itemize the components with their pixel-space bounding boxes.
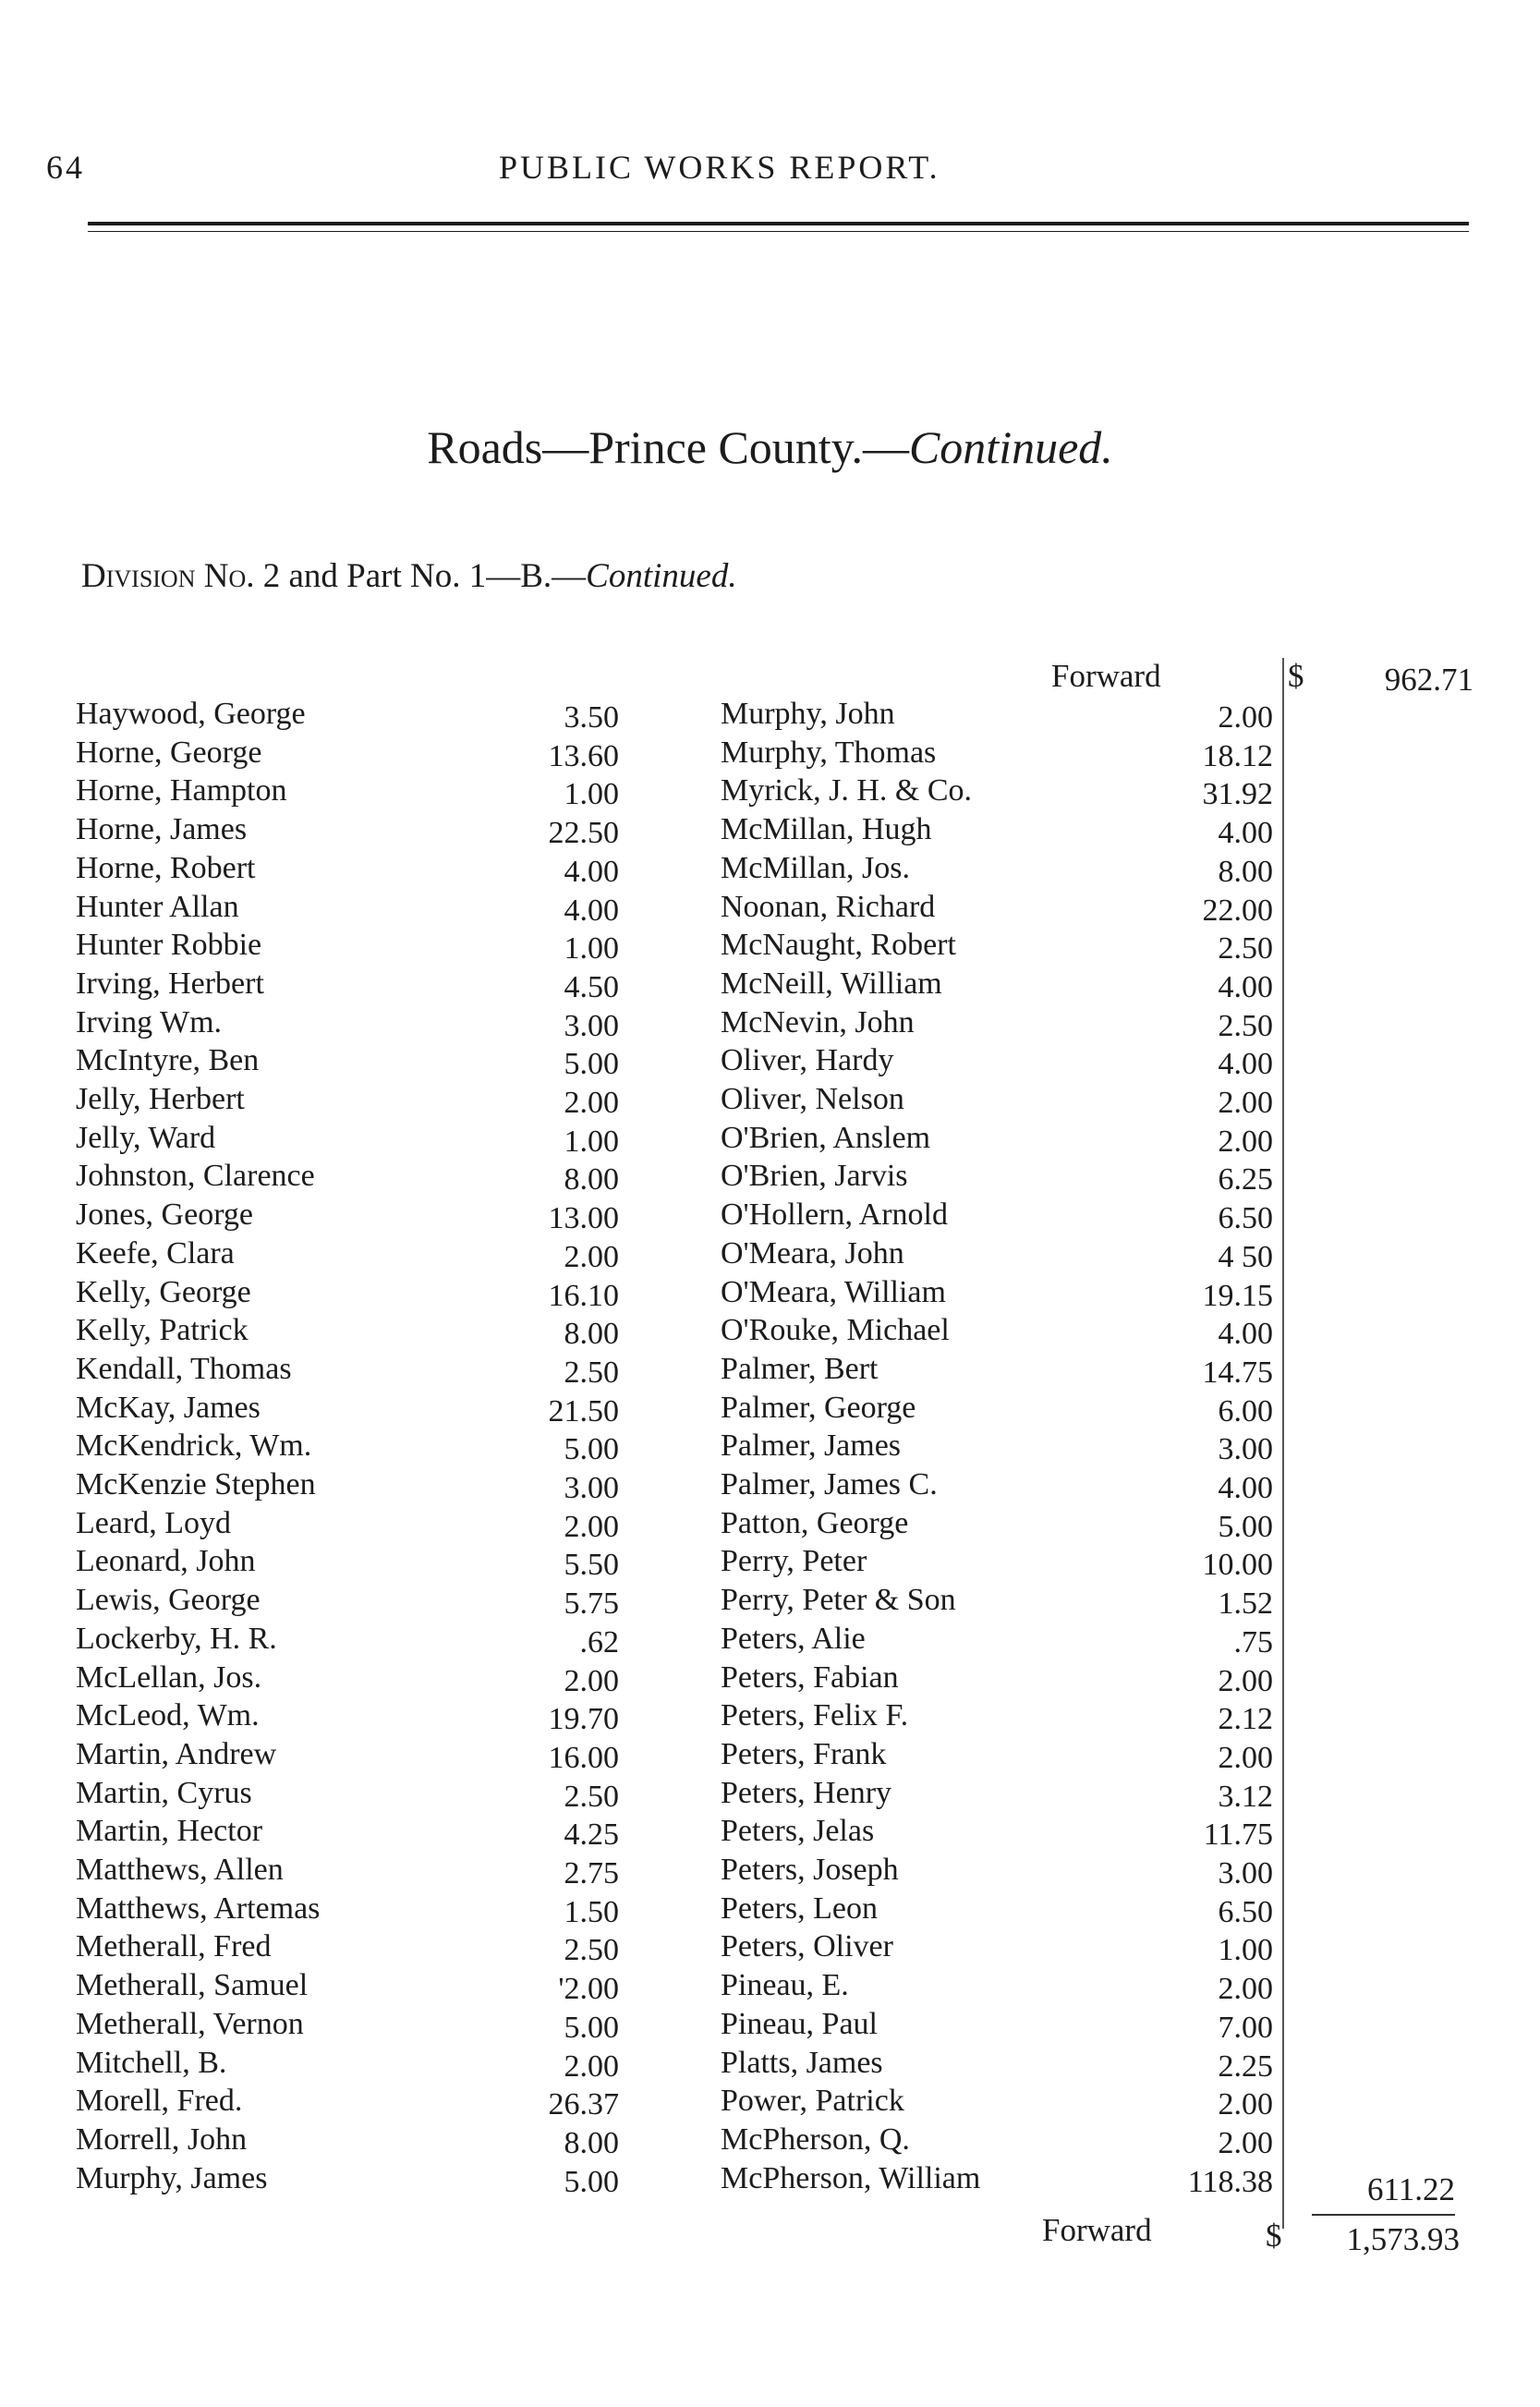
- entry-amount: 18.12: [1202, 739, 1273, 773]
- entry-amount: 118.38: [1187, 2165, 1273, 2199]
- entry-name: McKenzie Stephen: [76, 1467, 316, 1501]
- entry-name: Noonan, Richard: [721, 890, 936, 924]
- forward-top-label: Forward: [1051, 658, 1161, 694]
- entry-amount: 4.00: [564, 894, 619, 928]
- entry-name: Peters, Jelas: [721, 1814, 875, 1848]
- entry-name: Lewis, George: [76, 1583, 261, 1617]
- entry-name: Peters, Alie: [721, 1622, 866, 1656]
- entry-name: Horne, James: [76, 812, 248, 846]
- entry-amount: 5.00: [564, 1047, 619, 1081]
- division-continued: Continued.: [586, 557, 737, 595]
- entry-amount: 5.50: [564, 1548, 619, 1582]
- entry-amount: 19.15: [1202, 1279, 1273, 1313]
- entry-amount: 2.50: [564, 1780, 619, 1814]
- entry-name: Mitchell, B.: [76, 2046, 227, 2080]
- entry-amount: 11.75: [1203, 1817, 1273, 1852]
- entry-name: Horne, George: [76, 735, 262, 770]
- entry-name: Matthews, Allen: [76, 1853, 284, 1887]
- entry-amount: 7.00: [1218, 2011, 1273, 2045]
- entry-amount: 10.00: [1202, 1548, 1273, 1582]
- section-title-main: Roads—Prince County.—: [427, 421, 909, 473]
- entry-name: McKendrick, Wm.: [76, 1428, 312, 1463]
- entry-amount: 2.12: [1218, 1702, 1273, 1736]
- entry-amount: 4.00: [1218, 1471, 1273, 1505]
- entry-name: Irving, Herbert: [76, 966, 264, 1001]
- entry-name: Myrick, J. H. & Co.: [721, 773, 972, 808]
- entry-amount: 1.00: [564, 777, 619, 811]
- entry-name: Irving Wm.: [76, 1005, 223, 1039]
- entry-name: Jones, George: [76, 1197, 253, 1232]
- entry-name: Leard, Loyd: [76, 1506, 232, 1540]
- entry-amount: 4.00: [1218, 1317, 1273, 1351]
- entry-amount: 2.00: [1218, 2126, 1273, 2160]
- page-subtotal: 611.22: [1367, 2171, 1455, 2207]
- forward-bottom-amount: 1,573.93: [1346, 2221, 1460, 2257]
- entry-name: Pineau, Paul: [721, 2007, 878, 2041]
- entry-amount: .75: [1233, 1625, 1273, 1659]
- entry-amount: 2.00: [1218, 1972, 1273, 2006]
- forward-bottom-currency: $: [1266, 2218, 1282, 2254]
- entry-amount: 2.25: [1218, 2049, 1273, 2084]
- entry-amount: 3.00: [1218, 1432, 1273, 1466]
- entry-amount: 2.50: [1218, 931, 1273, 966]
- entry-amount: 14.75: [1202, 1355, 1273, 1390]
- entry-amount: 16.00: [548, 1741, 619, 1775]
- section-title: [0, 420, 1540, 474]
- entry-amount: 2.00: [564, 1240, 619, 1274]
- entry-name: Peters, Leon: [721, 1891, 878, 1926]
- entry-name: Morrell, John: [76, 2122, 248, 2157]
- entry-amount: '2.00: [558, 1972, 619, 2006]
- entry-name: McNeill, William: [721, 966, 942, 1001]
- entry-name: Hunter Allan: [76, 890, 239, 924]
- entry-name: Peters, Joseph: [721, 1853, 899, 1887]
- entry-name: O'Brien, Anslem: [721, 1121, 931, 1155]
- entry-amount: 3.12: [1218, 1780, 1273, 1814]
- entry-amount: 2.75: [564, 1856, 619, 1890]
- entry-name: McMillan, Hugh: [721, 812, 932, 846]
- entry-name: Palmer, Bert: [721, 1352, 879, 1386]
- entry-name: Oliver, Nelson: [721, 1082, 904, 1116]
- entry-name: Palmer, George: [721, 1391, 916, 1425]
- entry-amount: 2.00: [564, 1664, 619, 1698]
- entry-amount: 1.52: [1218, 1586, 1273, 1621]
- entry-amount: 5.00: [564, 1432, 619, 1466]
- page-number: 64: [46, 149, 85, 186]
- entry-amount: 6.00: [1218, 1394, 1273, 1428]
- entry-name: Kendall, Thomas: [76, 1352, 292, 1386]
- entry-name: Horne, Hampton: [76, 773, 287, 808]
- entry-amount: 3.50: [564, 700, 619, 735]
- entry-amount: 4.25: [564, 1817, 619, 1852]
- entry-amount: 8.00: [564, 1162, 619, 1197]
- entry-amount: 22.50: [548, 816, 619, 850]
- entry-amount: 3.00: [564, 1471, 619, 1505]
- running-title: PUBLIC WORKS REPORT.: [499, 149, 940, 186]
- entry-amount: 13.00: [548, 1201, 619, 1235]
- subtotal-rule: [1312, 2214, 1455, 2216]
- forward-top-currency: $: [1288, 658, 1304, 694]
- entry-name: Hunter Robbie: [76, 928, 262, 962]
- entry-amount: 2.00: [1218, 1741, 1273, 1775]
- entry-name: Peters, Frank: [721, 1737, 887, 1771]
- entry-amount: 2.50: [564, 1355, 619, 1390]
- entry-name: Kelly, George: [76, 1275, 251, 1309]
- entry-amount: 19.70: [548, 1702, 619, 1736]
- entry-amount: 2.00: [1218, 1124, 1273, 1159]
- entry-amount: 2.00: [564, 1086, 619, 1120]
- entry-name: Peters, Oliver: [721, 1929, 893, 1963]
- entry-amount: 8.00: [564, 2126, 619, 2160]
- division-subheading: [81, 556, 737, 596]
- entry-name: Jelly, Herbert: [76, 1082, 245, 1116]
- entry-name: Murphy, Thomas: [721, 735, 937, 770]
- entry-amount: 2.00: [564, 1510, 619, 1544]
- entry-name: Patton, George: [721, 1506, 909, 1540]
- entry-amount: 26.37: [548, 2087, 619, 2121]
- entry-name: Leonard, John: [76, 1544, 256, 1578]
- entry-name: Pineau, E.: [721, 1968, 849, 2002]
- entry-name: Metherall, Fred: [76, 1929, 272, 1963]
- forward-bottom-label: Forward: [1042, 2212, 1152, 2248]
- entry-amount: 2.50: [564, 1933, 619, 1967]
- entry-name: Palmer, James C.: [721, 1467, 938, 1501]
- entry-name: Keefe, Clara: [76, 1236, 235, 1270]
- entry-amount: 4.00: [1218, 970, 1273, 1004]
- entry-name: McIntyre, Ben: [76, 1043, 260, 1077]
- entry-name: Kelly, Patrick: [76, 1313, 249, 1347]
- entry-name: Murphy, James: [76, 2161, 268, 2195]
- entry-amount: 6.50: [1218, 1201, 1273, 1235]
- entry-name: O'Rouke, Michael: [721, 1313, 950, 1347]
- entry-name: Haywood, George: [76, 697, 306, 731]
- entry-amount: 13.60: [548, 739, 619, 773]
- entry-name: McMillan, Jos.: [721, 851, 910, 885]
- entry-amount: 2.00: [1218, 1086, 1273, 1120]
- entry-amount: 2.00: [1218, 2087, 1273, 2121]
- entry-amount: 2.00: [1218, 1664, 1273, 1698]
- entry-name: O'Brien, Jarvis: [721, 1159, 908, 1193]
- entry-name: Peters, Henry: [721, 1776, 892, 1810]
- entry-name: Lockerby, H. R.: [76, 1622, 277, 1656]
- entry-name: O'Meara, John: [721, 1236, 904, 1270]
- entry-name: Palmer, James: [721, 1428, 902, 1463]
- entry-amount: 16.10: [548, 1279, 619, 1313]
- entry-name: Peters, Fabian: [721, 1660, 899, 1695]
- entry-name: Martin, Hector: [76, 1814, 263, 1848]
- entry-name: Peters, Felix F.: [721, 1698, 909, 1732]
- entry-amount: 22.00: [1202, 894, 1273, 928]
- entry-name: McPherson, William: [721, 2161, 981, 2195]
- entry-name: McNaught, Robert: [721, 928, 956, 962]
- entry-name: Morell, Fred.: [76, 2084, 243, 2118]
- entry-amount: 1.00: [564, 931, 619, 966]
- entry-name: Oliver, Hardy: [721, 1043, 894, 1077]
- entry-name: Platts, James: [721, 2046, 883, 2080]
- entry-amount: 5.75: [564, 1586, 619, 1621]
- entry-amount: 2.00: [564, 2049, 619, 2084]
- division-label: Division No.: [81, 557, 255, 595]
- entry-name: Murphy, John: [721, 697, 895, 731]
- entry-name: McLeod, Wm.: [76, 1698, 260, 1732]
- section-title-continued: Continued.: [908, 421, 1113, 473]
- entry-amount: .62: [579, 1625, 619, 1659]
- entry-amount: 3.00: [564, 1009, 619, 1043]
- entry-amount: 8.00: [1218, 855, 1273, 889]
- entry-name: Metherall, Samuel: [76, 1968, 309, 2002]
- entry-amount: 5.00: [1218, 1510, 1273, 1544]
- entry-name: Horne, Robert: [76, 851, 256, 885]
- entry-amount: 4.00: [1218, 816, 1273, 850]
- entry-amount: 6.25: [1218, 1162, 1273, 1197]
- entry-name: Martin, Cyrus: [76, 1776, 252, 1810]
- entry-name: Metherall, Vernon: [76, 2007, 304, 2041]
- entry-amount: 21.50: [548, 1394, 619, 1428]
- entry-name: McLellan, Jos.: [76, 1660, 262, 1695]
- division-detail: 2 and Part No. 1—B.—: [254, 557, 587, 595]
- entry-name: Jelly, Ward: [76, 1121, 216, 1155]
- entry-name: McPherson, Q.: [721, 2122, 910, 2157]
- amount-column-rule: [1282, 658, 1284, 2229]
- entry-amount: 5.00: [564, 2011, 619, 2045]
- entry-amount: 6.50: [1218, 1895, 1273, 1929]
- entry-amount: 4 50: [1218, 1240, 1273, 1274]
- entry-name: Power, Patrick: [721, 2084, 904, 2118]
- entry-amount: 1.50: [564, 1895, 619, 1929]
- entry-amount: 2.00: [1218, 700, 1273, 735]
- entry-name: O'Meara, William: [721, 1275, 946, 1309]
- entry-amount: 8.00: [564, 1317, 619, 1351]
- entry-amount: 2.50: [1218, 1009, 1273, 1043]
- entry-amount: 4.50: [564, 970, 619, 1004]
- entry-name: Perry, Peter & Son: [721, 1583, 956, 1617]
- entry-name: McNevin, John: [721, 1005, 915, 1039]
- header-rule-thick: [88, 222, 1469, 225]
- entry-amount: 31.92: [1202, 777, 1273, 811]
- entry-name: McKay, James: [76, 1391, 261, 1425]
- entry-name: Johnston, Clarence: [76, 1159, 315, 1193]
- entry-name: Perry, Peter: [721, 1544, 867, 1578]
- entry-amount: 4.00: [1218, 1047, 1273, 1081]
- entry-amount: 1.00: [564, 1124, 619, 1159]
- entry-name: Matthews, Artemas: [76, 1891, 321, 1926]
- entry-amount: 3.00: [1218, 1856, 1273, 1890]
- entry-name: Martin, Andrew: [76, 1737, 277, 1771]
- forward-top-amount: 962.71: [1384, 662, 1473, 698]
- entry-amount: 1.00: [1218, 1933, 1273, 1967]
- header-rule-thin: [88, 231, 1469, 232]
- entry-amount: 5.00: [564, 2165, 619, 2199]
- entry-name: O'Hollern, Arnold: [721, 1197, 948, 1232]
- entry-amount: 4.00: [564, 855, 619, 889]
